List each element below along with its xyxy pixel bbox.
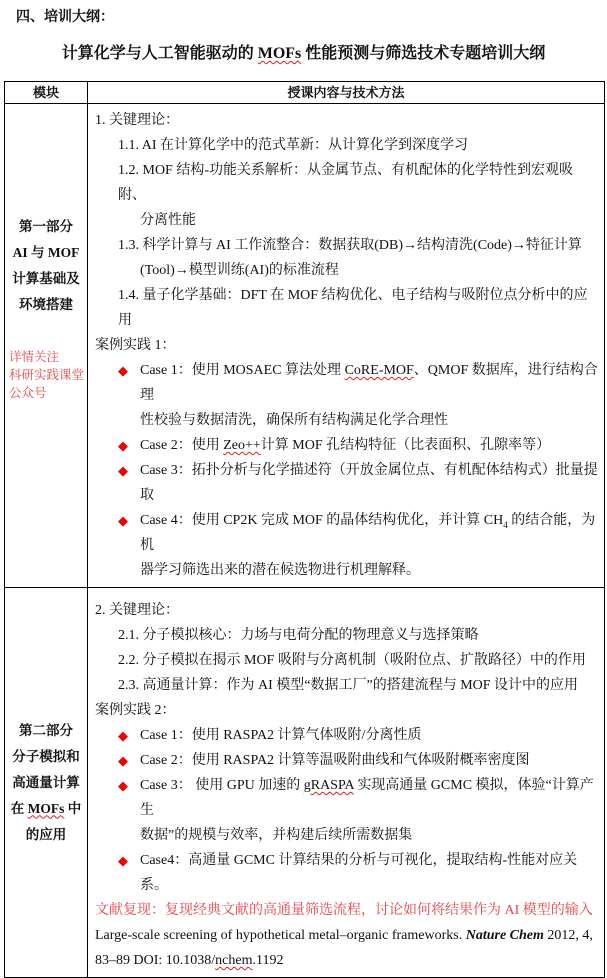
list-item: 1.2. MOF 结构-功能关系解析：从金属节点、有机配体的化学特性到宏观吸附、 (118, 163, 574, 203)
module-cell-part2 (5, 588, 88, 978)
table-row (5, 104, 605, 588)
diamond-bullet-icon: ◆ (118, 438, 128, 453)
section-heading: 四、培训大纲： (16, 10, 114, 25)
list-item: 1.3. 科学计算与 AI 工作流整合：数据获取(DB)→结构清洗(Code)→特征计算 (118, 238, 582, 253)
case-text: 计算 MOF 孔结构特征（比表面积、孔隙率等） (260, 438, 551, 453)
doi-text: 83–89 DOI: 10.1038/ (95, 953, 216, 968)
reference-doi (95, 948, 600, 973)
list-item: 1.1. AI 在计算化学中的范式革新：从计算化学到深度学习 (118, 138, 468, 153)
subscript: 4 (503, 519, 508, 530)
promo-line: 详情关注 (9, 350, 60, 364)
case-line (140, 358, 600, 408)
header-content: 授课内容与技术方法 (88, 82, 605, 104)
case-line (140, 433, 600, 458)
table-header-row (5, 82, 605, 104)
title-text-end: 性能预测与筛选技术专题培训大纲 (301, 45, 546, 62)
module-line: 的应用 (25, 826, 67, 842)
doi-text: .1192 (252, 953, 284, 968)
list-item: 2.2. 分子模拟在揭示 MOF 吸附与分离机制（吸附位点、扩散路径）中的作用 (118, 653, 586, 668)
module-line: AI 与 MOF (12, 245, 80, 260)
diamond-bullet-icon: ◆ (118, 513, 128, 528)
case-text: Case 4：使用 CP2K 完成 MOF 的晶体结构优化，并计算 CH (140, 513, 504, 528)
case-line (140, 773, 600, 823)
case-item-continued: 性校验与数据清洗，确保所有结构满足化学合理性 (140, 413, 448, 428)
page-title (0, 44, 607, 64)
module-text: 中 (64, 800, 82, 816)
module-line: 计算基础及 (12, 271, 80, 286)
table-row (5, 588, 605, 978)
case-item (95, 458, 600, 508)
case-text: 实现高通量 GCMC 模拟，体验“计算产生 (140, 778, 594, 818)
reference-citation (95, 923, 600, 948)
module-line: 第一部分 (19, 219, 73, 234)
reference-year: 2012, 4, (543, 928, 593, 943)
case-item (95, 748, 600, 773)
list-item-continued: (Tool)→模型训练(AI)的标准流程 (140, 263, 339, 278)
case-text-graspa: gRASPA (303, 778, 354, 793)
promo-line: 科研实践课堂 (9, 368, 85, 382)
diamond-bullet-icon: ◆ (118, 753, 128, 768)
diamond-bullet-icon: ◆ (118, 463, 128, 478)
title-mofs: MOFs (257, 45, 302, 62)
section-heading-theory: 2. 关键理论： (95, 603, 179, 618)
diamond-bullet-icon: ◆ (118, 363, 128, 378)
module-line (5, 796, 87, 822)
case-text: Case 1：使用 MOSAEC 算法处理 (140, 363, 345, 378)
promo-line: 公众号 (9, 386, 47, 400)
module-line: 环境搭建 (19, 297, 73, 312)
diamond-bullet-icon: ◆ (118, 853, 128, 868)
case-text-core-mof: CoRE-MOF (344, 363, 414, 378)
case-text-zeo: Zeo++ (223, 438, 261, 453)
case-item (95, 358, 600, 408)
case-item-continued: 数据”的规模与效率，并构建后续所需数据集 (140, 828, 413, 843)
case-heading: 案例实践 2： (95, 703, 176, 718)
doi-nchem: nchem (215, 953, 253, 968)
case-heading: 案例实践 1： (95, 338, 176, 353)
list-item: 2.3. 高通量计算：作为 AI 模型“数据工厂”的搭建流程与 MOF 设计中的应用 (118, 678, 579, 693)
case-text: 、QMOF 数据库，进行结构合理 (140, 363, 598, 403)
diamond-bullet-icon: ◆ (118, 778, 128, 793)
case-item (95, 433, 600, 458)
case-text: Case 2：使用 (140, 438, 224, 453)
case-text: Case 1：使用 RASPA2 计算气体吸附/分离性质 (140, 728, 422, 743)
list-item: 2.1. 分子模拟核心：力场与电荷分配的物理意义与选择策略 (118, 628, 479, 643)
case-text: Case 3： 使用 GPU 加速的 (140, 778, 304, 793)
reference-title: Large-scale screening of hypothetical metal–organic frameworks. (95, 928, 466, 943)
promo-note (5, 348, 87, 402)
syllabus-table (4, 81, 605, 978)
title-text: 计算化学与人工智能驱动的 (61, 45, 258, 62)
case-text: Case 2：使用 RASPA2 计算等温吸附曲线和气体吸附概率密度图 (140, 753, 530, 768)
module-text-mofs: MOFs (27, 800, 65, 816)
header-module: 模块 (5, 82, 88, 104)
module-line: 分子模拟和 (12, 748, 80, 764)
case-text: 的结合能，为机 (140, 513, 596, 553)
case-text: Case4：高通量 GCMC 计算结果的分析与可视化，提取结构-性能对应关系。 (140, 853, 578, 893)
section-heading-theory: 1. 关键理论： (95, 113, 179, 128)
case-text: Case 3：拓扑分析与化学描述符（开放金属位点、有机配体结构式）批量提取 (140, 463, 598, 503)
module-title (5, 718, 87, 848)
case-item (95, 723, 600, 748)
module-cell-part1 (5, 104, 88, 588)
reference-journal: Nature Chem (465, 928, 544, 943)
module-title (5, 214, 87, 318)
content-cell-part1 (88, 104, 605, 588)
module-line: 第二部分 (19, 722, 73, 738)
module-text: 在 (10, 800, 28, 816)
case-item-continued: 器学习筛选出来的潜在候选物进行机理解释。 (140, 563, 420, 578)
diamond-bullet-icon: ◆ (118, 728, 128, 743)
list-item: 1.4. 量子化学基础：DFT 在 MOF 结构优化、电子结构与吸附位点分析中的应用 (118, 288, 588, 328)
case-line (140, 508, 600, 558)
case-item (95, 773, 600, 823)
case-item (95, 848, 600, 898)
content-cell-part2 (88, 588, 605, 978)
case-item (95, 508, 600, 558)
list-item-continued: 分离性能 (140, 213, 196, 228)
module-line: 高通量计算 (12, 774, 80, 790)
literature-reproduction: 文献复现：复现经典文献的高通量筛选流程，讨论如何将结果作为 AI 模型的输入 (95, 903, 593, 918)
